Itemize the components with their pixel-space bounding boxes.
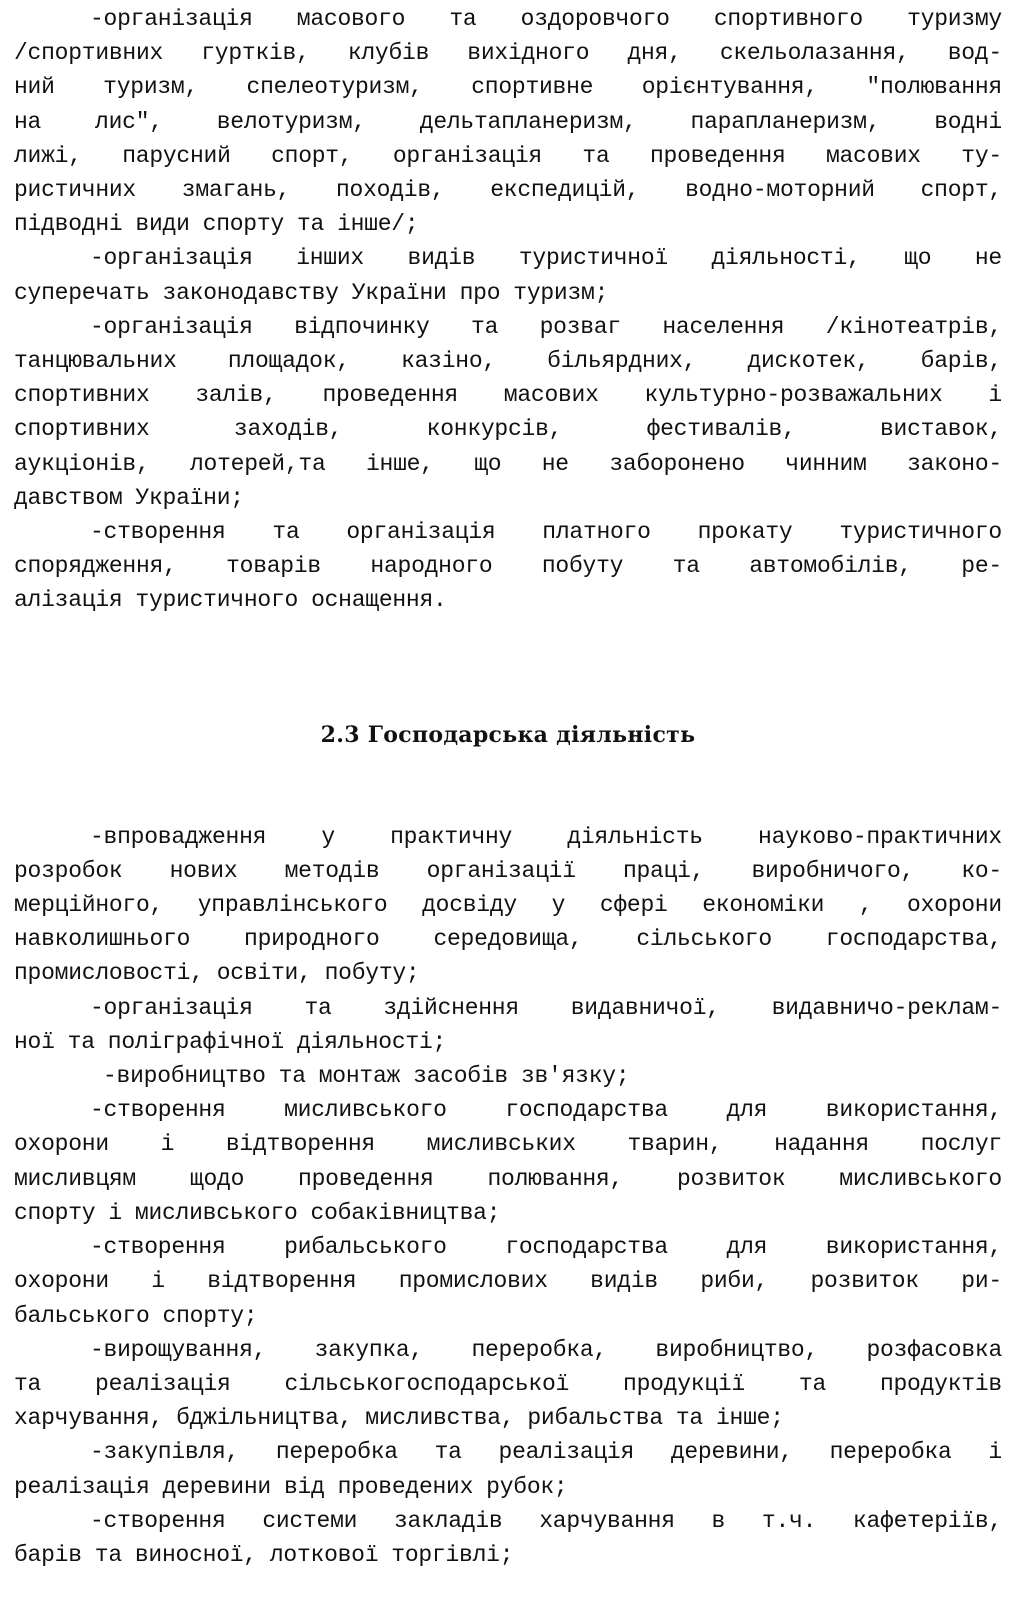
text-line	[14, 241, 1002, 275]
word: заборонено	[609, 450, 745, 477]
word: -організація	[90, 6, 253, 32]
text-line	[14, 922, 1002, 956]
word: спорт,	[271, 142, 353, 169]
word: туризм,	[103, 74, 199, 101]
word: рибальського	[284, 1234, 447, 1261]
word: та	[272, 519, 300, 546]
word: лоткової	[269, 1541, 379, 1568]
word: системи	[262, 1507, 358, 1534]
word: розфасовка	[866, 1336, 1002, 1363]
paragraph	[14, 1093, 1002, 1230]
text-line	[14, 173, 1002, 207]
word: танцювальних	[14, 348, 177, 375]
text-line	[14, 1401, 1002, 1435]
word: казіно,	[401, 348, 496, 375]
word: парусний	[122, 142, 231, 169]
word: -організація	[90, 313, 253, 340]
word: та	[94, 1541, 122, 1568]
word: інше;	[715, 1405, 784, 1432]
word: спортивного	[713, 6, 863, 32]
line-text	[90, 310, 1002, 344]
word: ри-	[961, 1268, 1002, 1295]
line-text	[90, 515, 1002, 549]
word: організація	[392, 142, 542, 169]
word: відпочинку	[294, 313, 430, 340]
word: закупка,	[314, 1336, 424, 1363]
word: т.ч.	[761, 1507, 817, 1534]
word: та	[14, 1370, 42, 1397]
word: деревини	[162, 1473, 271, 1500]
word: мисливського	[839, 1165, 1002, 1192]
line-text	[90, 1093, 1002, 1127]
text-line	[14, 515, 1002, 549]
word: мисливського	[284, 1097, 447, 1124]
text-line	[14, 583, 1002, 617]
section-heading: 2.3 Господарська діяльність	[320, 721, 696, 748]
word: охорони	[14, 1131, 109, 1158]
word: розвиток	[676, 1165, 786, 1192]
text-line	[14, 1504, 1002, 1538]
word: ту-	[961, 142, 1002, 169]
word: праці,	[622, 857, 705, 884]
word: -організація	[90, 994, 253, 1021]
text-line	[14, 276, 1002, 310]
word: відтворення	[225, 1131, 375, 1158]
word: використання,	[825, 1097, 1002, 1124]
word: видів	[590, 1268, 658, 1295]
line-text	[90, 1230, 1002, 1264]
word: досвіду	[422, 892, 517, 919]
word: закладів	[394, 1507, 503, 1534]
word: засобів	[413, 1063, 508, 1090]
text-line	[14, 36, 1002, 70]
word: поліграфічної	[107, 1028, 284, 1055]
word: побуту;	[324, 960, 420, 987]
word: послуг	[920, 1131, 1002, 1158]
word: дельтапланеризм,	[419, 108, 637, 135]
word: розробок	[14, 857, 123, 884]
word: видів	[407, 245, 476, 272]
word: і	[988, 382, 1002, 409]
text-line	[14, 820, 1002, 854]
word: харчування,	[14, 1405, 164, 1432]
word: водно-моторний	[685, 177, 875, 204]
word: ре-	[961, 553, 1002, 580]
word: -створення	[90, 519, 226, 546]
word: спортивних	[14, 382, 150, 409]
word: видавничої,	[570, 994, 720, 1021]
paragraph	[14, 241, 1002, 309]
paragraph	[14, 515, 1002, 618]
word: інше/;	[337, 211, 419, 238]
word: кафетеріїв,	[852, 1507, 1002, 1534]
word: проведення	[322, 382, 458, 409]
word: та	[304, 994, 332, 1021]
word: рубок;	[486, 1473, 568, 1500]
word: і	[160, 1131, 175, 1158]
word: населення	[662, 313, 785, 340]
word: автомобілів,	[749, 553, 912, 580]
word: заходів,	[233, 416, 343, 443]
word: продуктів	[879, 1370, 1002, 1397]
line-text	[90, 1435, 1002, 1469]
text-line	[14, 1264, 1002, 1298]
word: туристичної	[518, 245, 668, 272]
word: та	[675, 1405, 703, 1432]
word: законо-	[907, 450, 1002, 477]
word: не	[974, 245, 1002, 272]
text-line	[14, 2, 1002, 36]
word: господарства,	[825, 926, 1002, 953]
text-line	[14, 139, 1002, 173]
word: методів	[284, 857, 380, 884]
word: використання,	[825, 1234, 1002, 1261]
word: монтаж	[318, 1063, 401, 1090]
word: і	[988, 1439, 1002, 1466]
word: для	[726, 1097, 768, 1124]
line-text	[90, 241, 1002, 275]
word: на	[14, 108, 42, 135]
line-text	[90, 820, 1002, 854]
word: /спортивних	[14, 40, 164, 67]
text-line	[14, 1538, 1002, 1572]
text-line	[14, 1093, 1002, 1127]
word: чинним	[785, 450, 867, 477]
paragraph	[14, 310, 1002, 515]
text-line	[14, 1470, 1002, 1504]
word: -вирощування,	[90, 1336, 267, 1363]
word: сільського	[636, 926, 772, 953]
word: виробництво,	[655, 1336, 819, 1363]
text-line	[14, 105, 1002, 139]
word: полювання,	[487, 1165, 624, 1192]
word: спорт,	[920, 177, 1002, 204]
word: залів,	[195, 382, 277, 409]
word: народного	[370, 553, 493, 580]
word: ,	[858, 892, 873, 919]
word: відтворення	[207, 1268, 357, 1295]
text-line	[14, 1333, 1002, 1367]
paragraph	[14, 1059, 1002, 1093]
word: бальського	[14, 1302, 150, 1329]
word: -виробництво	[103, 1063, 266, 1090]
paragraph	[14, 1230, 1002, 1333]
line-text	[90, 1504, 1002, 1538]
word: промисловості,	[14, 960, 204, 987]
word: нових	[169, 857, 238, 884]
word: суперечать	[14, 279, 150, 306]
word: практичну	[390, 823, 513, 850]
text-line	[14, 344, 1002, 378]
word: економіки	[702, 892, 825, 919]
paragraph	[14, 1504, 1002, 1572]
text-line	[14, 378, 1002, 412]
word: туризм;	[513, 279, 609, 306]
word: від	[283, 1473, 325, 1500]
word: гуртків,	[201, 40, 310, 67]
word: спорту;	[162, 1302, 258, 1329]
word: оздоровчого	[520, 6, 670, 32]
word: тварин,	[627, 1131, 723, 1158]
word: барів	[14, 1541, 82, 1568]
word: -створення	[90, 1234, 226, 1261]
word: туризму	[907, 6, 1002, 32]
section-tourism-activities	[14, 2, 1002, 618]
word: науково-практичних	[758, 823, 1002, 850]
word: виносної,	[134, 1541, 257, 1568]
word: України	[351, 279, 447, 306]
word: "полювання	[866, 74, 1002, 101]
word: мисливського	[134, 1199, 298, 1226]
word: площадок,	[227, 348, 350, 375]
word: інших	[296, 245, 364, 272]
word: дня,	[627, 40, 682, 67]
word: спортивне	[471, 74, 594, 101]
word: надання	[774, 1131, 869, 1158]
line-text	[90, 1333, 1002, 1367]
word: розваг	[539, 313, 621, 340]
word: та	[278, 1063, 306, 1090]
word: у	[321, 823, 335, 850]
word: здійснення	[383, 994, 519, 1021]
word: що	[474, 450, 502, 477]
text-line	[14, 481, 1002, 515]
word: не	[541, 450, 569, 477]
word: управлінського	[197, 892, 388, 919]
word: спорту	[202, 211, 284, 238]
word: спорядження,	[14, 553, 177, 580]
word: підводні	[14, 211, 123, 238]
text-line	[14, 854, 1002, 888]
word: законодавству	[162, 279, 339, 306]
word: для	[726, 1234, 768, 1261]
word: -створення	[90, 1097, 226, 1124]
word: щодо	[189, 1165, 245, 1192]
word: масових	[825, 142, 921, 169]
word: середовища,	[433, 926, 583, 953]
word: спелеотуризм,	[246, 74, 423, 101]
text-line	[14, 1435, 1002, 1469]
word: деревини,	[670, 1439, 793, 1466]
word: лотерей,та	[189, 450, 326, 477]
word: більярдних,	[547, 348, 697, 375]
word: та	[296, 211, 325, 238]
word: харчування	[539, 1507, 675, 1534]
text-line	[14, 1196, 1002, 1230]
word: ко-	[961, 857, 1002, 884]
word: туристичного	[839, 519, 1002, 546]
text-line	[14, 1025, 1002, 1059]
word: рибальства	[527, 1405, 663, 1432]
word: промислових	[398, 1268, 548, 1295]
text-line	[14, 1059, 1002, 1093]
word: фестивалів,	[646, 416, 796, 443]
word: навколишнього	[14, 926, 191, 953]
word: /кінотеатрів,	[825, 313, 1002, 340]
word: сільськогосподарської	[284, 1370, 570, 1397]
word: ний	[14, 74, 55, 101]
word: реалізація	[498, 1439, 635, 1466]
word: мисливцям	[14, 1165, 136, 1192]
word: зв'язку;	[520, 1063, 630, 1090]
word: діяльності;	[296, 1028, 447, 1055]
word: бджільництва,	[176, 1405, 353, 1432]
word: переробка	[275, 1439, 398, 1466]
word: конкурсів,	[426, 416, 563, 443]
word: господарства	[505, 1234, 668, 1261]
word: природного	[244, 926, 380, 953]
word: ристичних	[14, 177, 136, 204]
text-line	[14, 310, 1002, 344]
word: розвиток	[810, 1268, 919, 1295]
word: -впровадження	[90, 823, 267, 850]
word: -закупівля,	[90, 1439, 240, 1466]
word: господарства	[505, 1097, 668, 1124]
text-line	[14, 1162, 1002, 1196]
word: про	[459, 279, 501, 306]
word: та	[471, 313, 499, 340]
word: та	[798, 1370, 827, 1397]
word: видавничо-реклам-	[771, 994, 1002, 1021]
word: охорони	[907, 892, 1002, 919]
word: і	[108, 1199, 122, 1226]
word: освіти,	[216, 960, 312, 987]
word: торгівлі;	[391, 1541, 514, 1568]
word: виставок,	[880, 416, 1002, 443]
word: виробничого,	[751, 857, 915, 884]
text-line	[14, 207, 1002, 241]
word: проведених	[337, 1473, 474, 1500]
paragraph	[14, 991, 1002, 1059]
word: спортивних	[14, 416, 150, 443]
word: мерційного,	[14, 892, 164, 919]
word: прокату	[697, 519, 793, 546]
section-economic-activities	[14, 820, 1002, 1572]
word: масових	[503, 382, 599, 409]
paragraph	[14, 2, 1002, 241]
word: товарів	[226, 553, 321, 580]
word: собаківництва;	[310, 1199, 501, 1226]
word: алізація	[14, 587, 123, 614]
text-line	[14, 1367, 1002, 1401]
word: України;	[135, 484, 244, 511]
word: водні	[934, 108, 1002, 135]
word: і	[151, 1268, 165, 1295]
word: продукції	[623, 1370, 745, 1397]
word: лис",	[95, 108, 163, 135]
word: реалізація	[95, 1370, 231, 1397]
word: давством	[14, 484, 123, 511]
word: вихідного	[467, 40, 590, 67]
line-text	[90, 2, 1002, 36]
word: походів,	[336, 177, 445, 204]
word: переробка	[829, 1439, 952, 1466]
word: вод-	[947, 40, 1002, 67]
word: переробка,	[471, 1336, 607, 1363]
word: орієнтування,	[641, 74, 818, 101]
word: аукціонів,	[14, 450, 150, 477]
word: туристичного	[135, 587, 299, 614]
word: культурно-розважальних	[644, 382, 943, 409]
word: організації	[426, 857, 576, 884]
word: риби,	[700, 1268, 769, 1295]
word: побуту	[541, 553, 624, 580]
word: платного	[542, 519, 651, 546]
word: ної	[14, 1028, 55, 1055]
word: мисливства,	[365, 1405, 515, 1432]
word: проведення	[298, 1165, 434, 1192]
word: та	[582, 142, 610, 169]
word: велотуризм,	[216, 108, 366, 135]
word: -створення	[90, 1507, 226, 1534]
text-line	[14, 1127, 1002, 1161]
text-line	[14, 412, 1002, 446]
word: парапланеризм,	[690, 108, 881, 135]
word: та	[67, 1028, 95, 1055]
word: та	[449, 6, 477, 32]
paragraph	[14, 820, 1002, 991]
word: що	[904, 245, 932, 272]
text-line	[14, 549, 1002, 583]
word: мисливських	[426, 1131, 576, 1158]
word: експедицій,	[490, 177, 640, 204]
word: масового	[296, 6, 406, 32]
text-line	[14, 1299, 1002, 1333]
word: діяльності,	[711, 245, 861, 272]
word: спорту	[14, 1199, 96, 1226]
word: скельолазання,	[719, 40, 910, 67]
text-line	[14, 956, 1002, 990]
text-line	[14, 888, 1002, 922]
line-text	[103, 1059, 1002, 1093]
word: барів,	[920, 348, 1002, 375]
word: оснащення.	[311, 587, 447, 614]
word: та	[434, 1439, 462, 1466]
word: клубів	[347, 40, 430, 67]
word: лижі,	[14, 142, 82, 169]
word: інше,	[365, 450, 434, 477]
text-line	[14, 1230, 1002, 1264]
word: та	[672, 553, 700, 580]
word: проведення	[649, 142, 786, 169]
text-line	[14, 70, 1002, 104]
text-line	[14, 991, 1002, 1025]
word: дискотек,	[747, 348, 870, 375]
word: змагань,	[181, 177, 291, 204]
paragraph	[14, 1435, 1002, 1503]
word: у	[551, 892, 566, 919]
word: види	[135, 211, 190, 238]
word: організація	[346, 519, 496, 546]
word: -організація	[90, 245, 253, 272]
word: в	[711, 1507, 726, 1534]
word: охорони	[14, 1268, 109, 1295]
paragraph	[14, 1333, 1002, 1436]
word: діяльність	[567, 823, 703, 850]
text-line	[14, 447, 1002, 481]
word: реалізація	[14, 1473, 150, 1500]
word: сфері	[599, 892, 668, 919]
line-text	[90, 991, 1002, 1025]
